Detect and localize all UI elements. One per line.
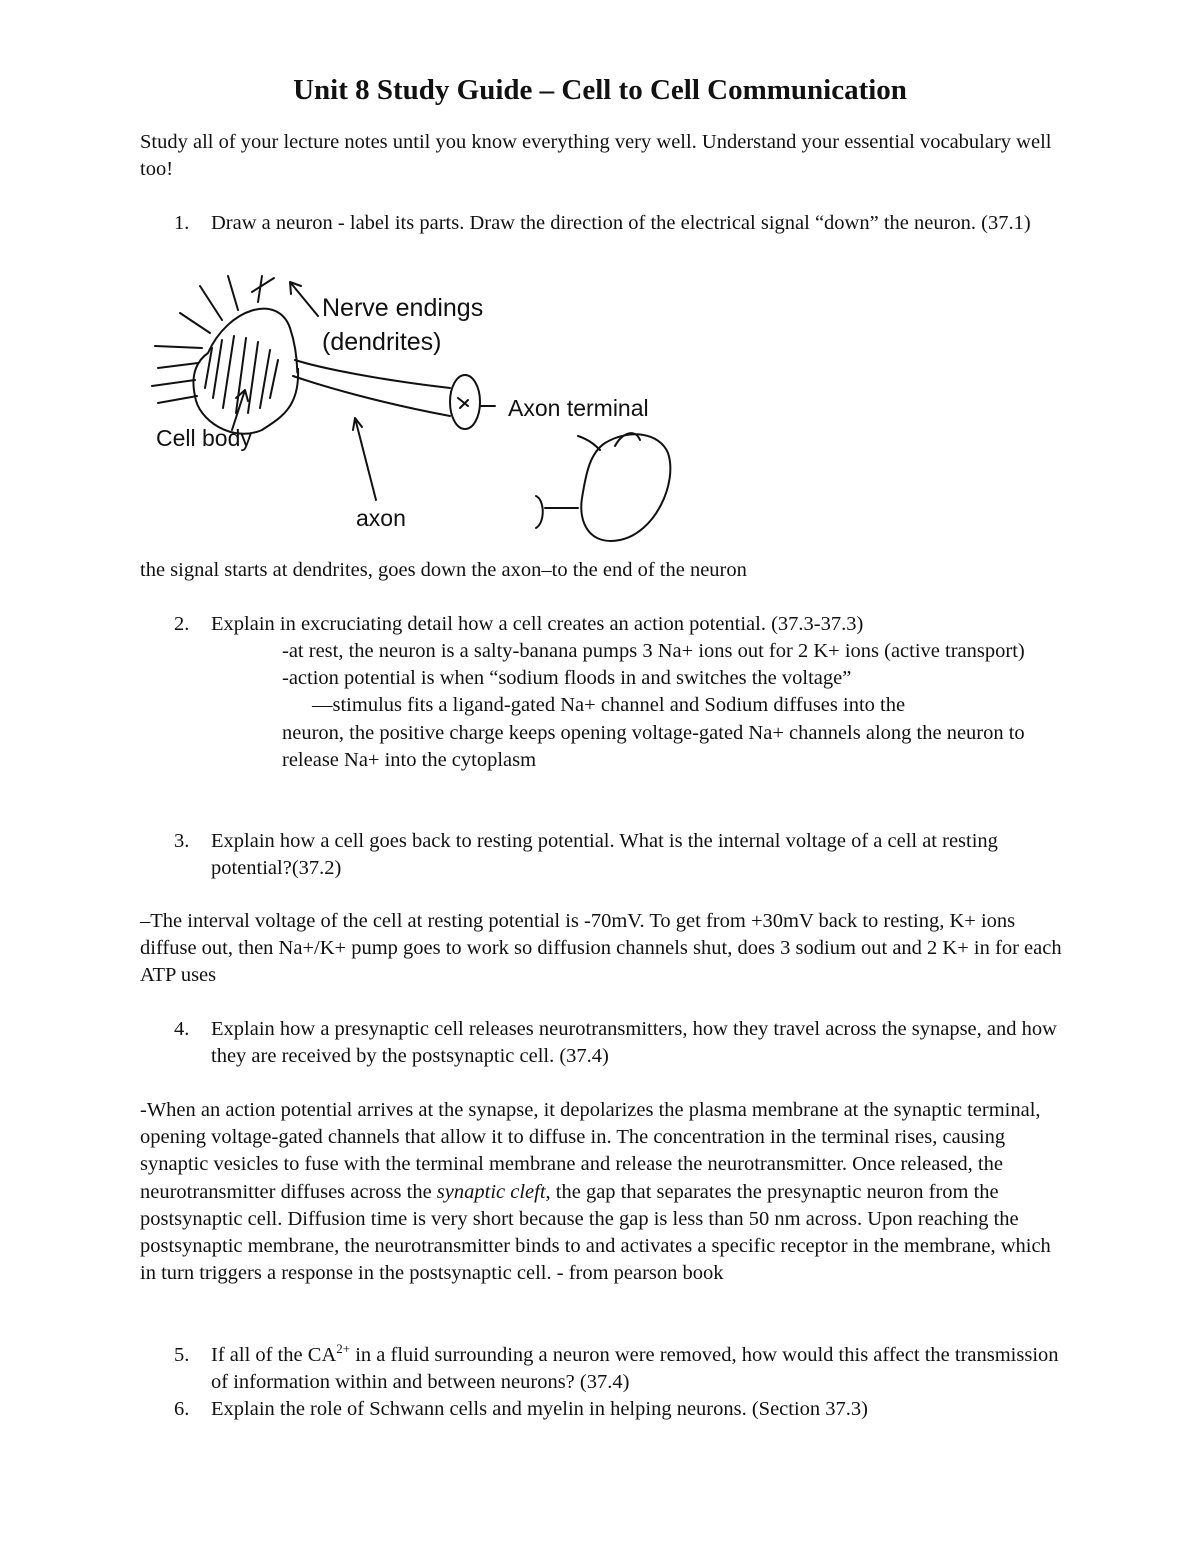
dendrites-arrow [290, 282, 318, 316]
question-number: 4. [174, 1018, 190, 1040]
question-number: 6. [174, 1398, 190, 1420]
question-5 [174, 1342, 1074, 1396]
question-text: Explain in excruciating detail how a cell creates an action potential. (37.3-37.3) [211, 613, 864, 635]
question-1 [174, 210, 1074, 237]
superscript-charge: 2+ [336, 1341, 351, 1357]
document-title: Unit 8 Study Guide – Cell to Cell Communication [293, 74, 907, 106]
label-cell-body: Cell body [156, 425, 252, 451]
neuron-diagram [150, 268, 690, 553]
answer-2-line-3: —stimulus fits a ligand-gated Na+ channel and Sodium diffuses into the [312, 694, 906, 717]
answer-1: the signal starts at dendrites, goes down the axon–to the end of the neuron [140, 559, 747, 581]
intro-paragraph: Study all of your lecture notes until you know everything very well. Understand your essential vocabulary well too! [140, 131, 1052, 181]
question-number: 3. [174, 830, 190, 852]
question-number: 2. [174, 613, 190, 635]
question-text: Draw a neuron - label its parts. Draw the direction of the electrical signal “down” the neuron. (37.1) [211, 212, 1031, 234]
dendrite-lines [152, 276, 274, 403]
answer-4-part-1: -When an action potential arrives at the synapse, it depolarizes the plasma membrane at the synaptic terminal, opening voltage-gated channels that allow it to diffuse in. The concentration in the terminal rises, causing synaptic vesicles to fuse with the terminal membrane and release the neurotransmitter. Once released, the neurotransmitter diffuses across the [140, 1099, 1041, 1203]
answer-2-line-2: -action potential is when “sodium floods in and switches the voltage” [282, 667, 852, 690]
question-number: 5. [174, 1344, 190, 1366]
question-text: If all of the $CA^{2+}$ in a fluid surrounding a neuron were removed, how would this affect the transmission of information within and between neurons? (37.4) [211, 1341, 1059, 1394]
question-text: Explain how a cell goes back to resting potential. What is the internal voltage of a cell at resting potential?(37.2) [211, 830, 998, 880]
label-axon-terminal: Axon terminal [508, 395, 649, 421]
label-dendrites: (dendrites) [322, 328, 442, 356]
question-3 [174, 828, 1074, 882]
label-nerve-endings: Nerve endings [322, 294, 484, 322]
label-axon: axon [356, 505, 406, 531]
answer-3: –The interval voltage of the cell at resting potential is -70mV. To get from +30mV back to resting, K+ ions diffuse out, then Na+/K+ pump goes to work so diffusion channels shut, does 3 sodium out and 2 K+ in for each ATP uses [140, 910, 1062, 987]
axon-arrow [353, 418, 376, 500]
answer-4-italic-term: synaptic cleft [436, 1180, 546, 1203]
question-2 [174, 611, 1074, 638]
cell-body-outline [193, 309, 298, 434]
question-4 [174, 1016, 1074, 1070]
question-text: Explain the role of Schwann cells and myelin in helping neurons. (Section 37.3) [211, 1398, 868, 1420]
answer-2-line-1: -at rest, the neuron is a salty-banana pumps 3 Na+ ions out for 2 K+ ions (active transport) [282, 640, 1025, 662]
axon-outline [293, 360, 450, 416]
question-text: Explain how a presynaptic cell releases neurotransmitters, how they travel across the synapse, and how they are received by the postsynaptic cell. (37.4) [211, 1018, 1057, 1068]
question-number: 1. [174, 212, 190, 234]
answer-4-part-2: , the gap that separates the presynaptic neuron from the postsynaptic cell. Diffusion time is very short because the gap is less than 50 nm across. Upon reaching the postsynaptic membrane, the neurotransmitter binds to and activates a specific receptor in the membrane, which in turn triggers a response in the postsynaptic cell. - from pearson book [140, 1180, 1051, 1285]
answer-2 [282, 638, 1062, 774]
cell-body-arrow [232, 390, 248, 430]
postsynaptic-cell-outline [581, 434, 670, 541]
answer-4 [140, 1097, 1070, 1287]
question-6 [174, 1396, 1074, 1423]
answer-2-line-4: neuron, the positive charge keeps opening voltage-gated Na+ channels along the neuron to release Na+ into the cytoplasm [282, 721, 1025, 771]
